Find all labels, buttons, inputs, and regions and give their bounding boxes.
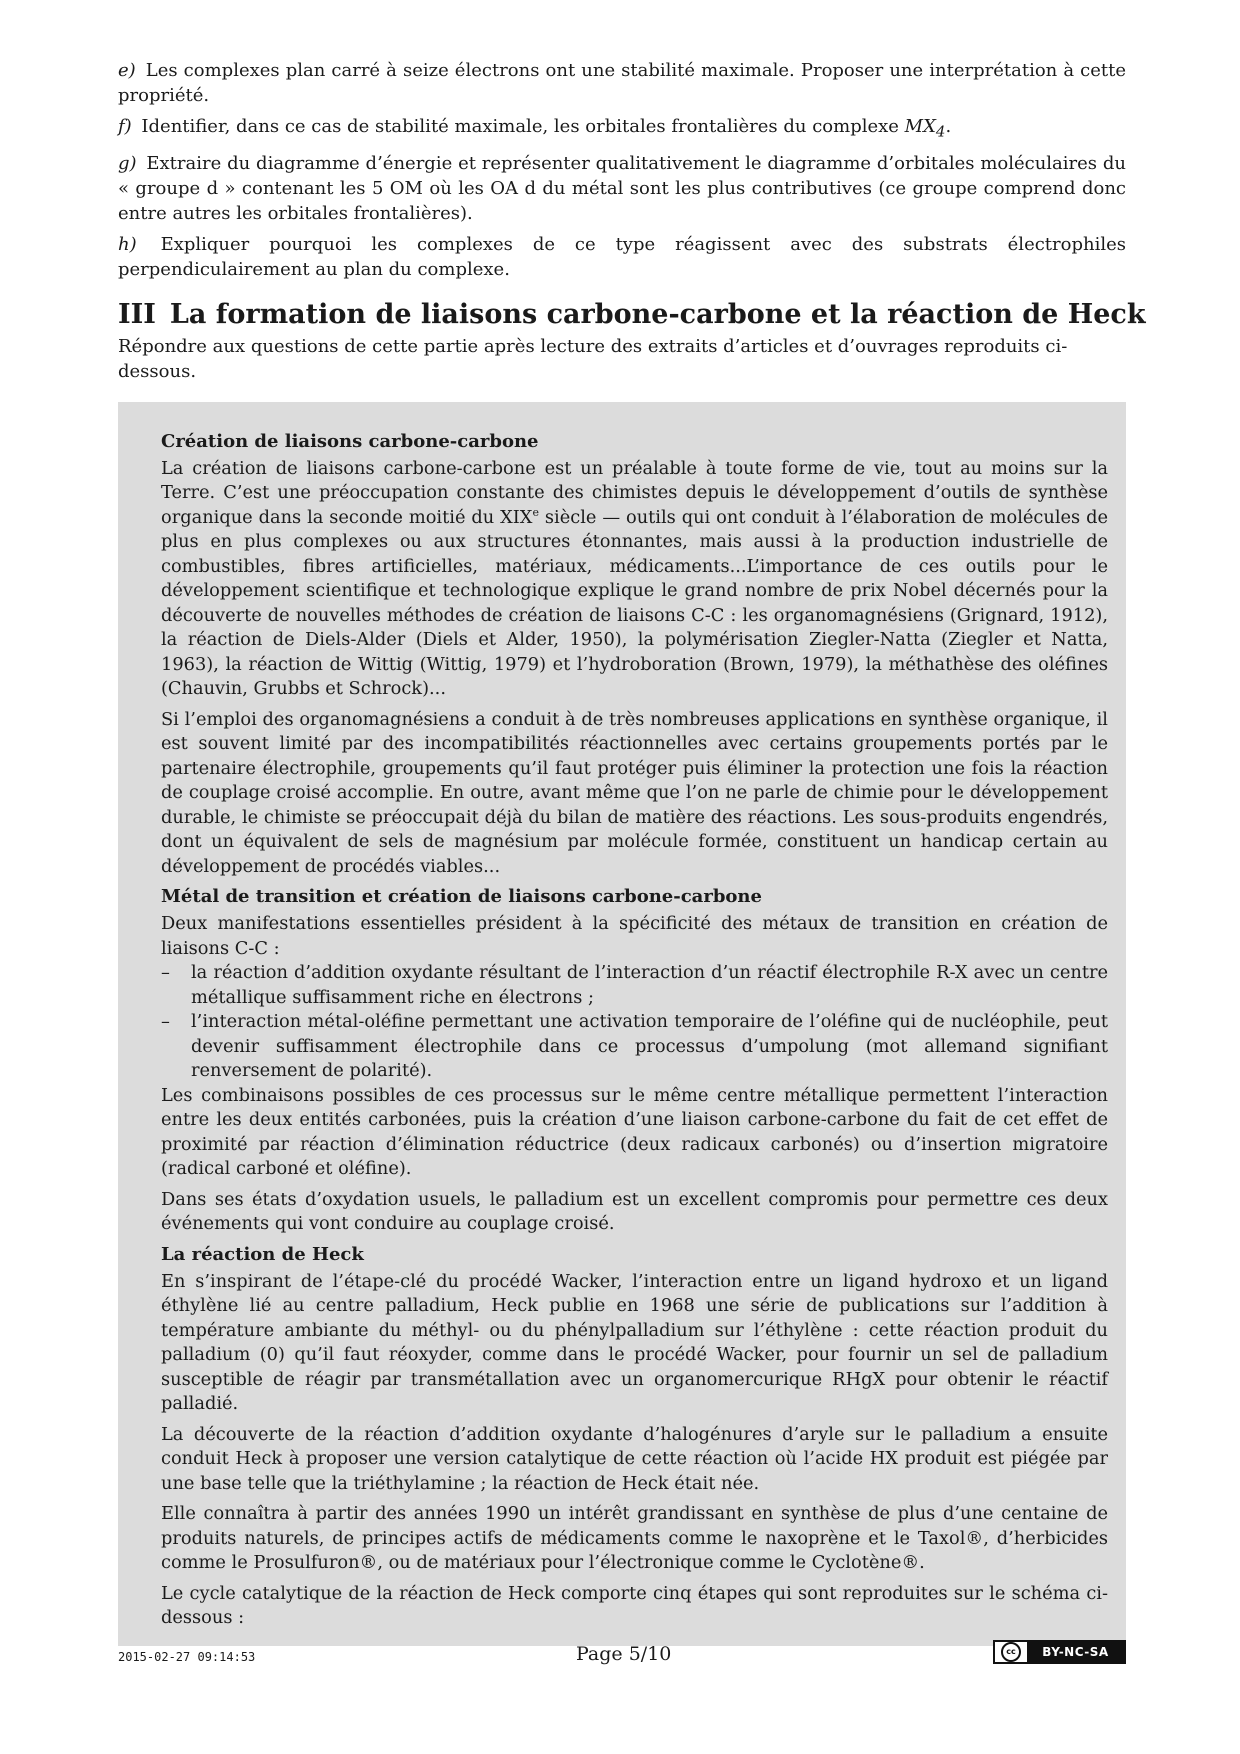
question-label: f) xyxy=(118,116,132,137)
list-item-text: la réaction d’addition oxydante résultant de l’interaction d’un réactif électrophile R-X avec un centre métallique suffisamment riche en électrons ; xyxy=(191,962,1108,1008)
section-intro: Répondre aux questions de cette partie après lecture des extraits d’articles et d’ouvrages reproduits ci-dessous. xyxy=(118,335,1068,382)
question-punct: . xyxy=(945,116,952,137)
list-item-text: l’interaction métal-oléfine permettant une activation temporaire de l’oléfine qui de nucléophile, peut devenir suffisamment électrophile dans ce processus d’umpolung (mot allemand signifiant renversement de polarité). xyxy=(191,1011,1108,1082)
excerpt-paragraph-1 xyxy=(161,457,1108,702)
formula-subscript: 4 xyxy=(935,122,946,141)
excerpt-paragraph-8: Elle connaîtra à partir des années 1990 un intérêt grandissant en synthèse de plus d’une centaine de produits naturels, de principes actifs de médicaments comme le naxoprène et le Taxol®, d’herbicides comme le Prosulfuron®, ou de matériaux pour l’électronique comme le Cyclotène®. xyxy=(161,1503,1108,1574)
cc-logo-text: cc xyxy=(1001,1642,1021,1662)
excerpt-paragraph-7: La découverte de la réaction d’addition oxydante d’halogénures d’aryle sur le palladium a ensuite conduit Heck à proposer une version catalytique de cette réaction où l’acide HX produit est piégée par une base telle que la triéthylamine ; la réaction de Heck était née. xyxy=(161,1423,1108,1494)
question-g xyxy=(118,151,1126,226)
excerpt-box xyxy=(118,402,1126,1646)
license-badge[interactable] xyxy=(993,1640,1126,1664)
license-label: BY-NC-SA xyxy=(1027,1642,1124,1662)
dash-marker: – xyxy=(161,962,170,984)
excerpt-paragraph-3: Deux manifestations essentielles président à la spécificité des métaux de transition en création de liaisons C-C : xyxy=(161,913,1108,959)
creative-commons-icon xyxy=(995,1642,1027,1662)
formula-base: MX xyxy=(904,116,936,137)
formula xyxy=(904,116,946,141)
page-number: Page 5/10 xyxy=(576,1643,672,1665)
question-text: Extraire du diagramme d’énergie et représenter qualitativement le diagramme d’orbitales moléculaires du « groupe d » contenant les 5 OM où les OA d du métal sont les plus contributives (ce groupe comprend donc entre autres les orbitales frontalières). xyxy=(118,152,1126,224)
bullet-list xyxy=(161,961,1108,1084)
excerpt-heading-1: Création de liaisons carbone-carbone xyxy=(161,430,539,452)
question-text: Identifier, dans ce cas de stabilité maximale, les orbitales frontalières du complexe xyxy=(141,116,899,137)
section-number: III xyxy=(118,298,156,330)
question-h xyxy=(118,232,1126,282)
text-part: siècle — outils qui ont conduit à l’élaboration de molécules de plus en plus complexes ou aux structures étonnantes, mais aussi à la production industrielle de combustibles, fibres artificielles, matériaux, médicaments...L’importance de ces outils pour le développement scientifique et technologique explique le grand nombre de prix Nobel décernés pour la découverte de nouvelles méthodes de création de liaisons C-C : les organomagnésiens (Grignard, 1912), la réaction de Diels-Alder (Diels et Alder, 1950), la polymérisation Ziegler-Natta (Ziegler et Natta, 1963), la réaction de Wittig (Wittig, 1979) et l’hydroboration (Brown, 1979), la méthathèse des oléfines (Chauvin, Grubbs et Schrock)... xyxy=(161,506,1108,700)
excerpt-paragraph-6: En s’inspirant de l’étape-clé du procédé Wacker, l’interaction entre un ligand hydroxo et un ligand éthylène lié au centre palladium, Heck publie en 1968 une série de publications sur l’addition à température ambiante du méthyl- ou du phénylpalladium sur l’éthylène : cette réaction produit du palladium (0) qu’il faut réoxyder, comme dans le procédé Wacker, pour fournir un sel de palladium susceptible de réagir par transmétallation avec un organomercurique RHgX pour obtenir le réactif palladié. xyxy=(161,1270,1108,1415)
excerpt-heading-3: La réaction de Heck xyxy=(161,1243,364,1265)
question-label: h) xyxy=(118,233,137,255)
excerpt-paragraph-2: Si l’emploi des organomagnésiens a conduit à de très nombreuses applications en synthèse organique, il est souvent limité par des incompatibilités réactionnelles avec certains groupements portés par le partenaire électrophile, groupements qu’il faut protéger puis éliminer la protection une fois la réaction de couplage croisé accomplie. En outre, avant même que l’on ne parle de chimie pour le développement durable, le chimiste se préoccupait déjà du bilan de matière des réactions. Les sous-produits engendrés, dont un équivalent de sels de magnésium par molécule formée, constituent un handicap certain au développement de procédés viables... xyxy=(161,708,1108,877)
excerpt-paragraph-9: Le cycle catalytique de la réaction de Heck comporte cinq étapes qui sont reproduites sur le schéma ci-dessous : xyxy=(161,1582,1108,1629)
question-text: Expliquer pourquoi les complexes de ce type réagissent avec des substrats électrophiles perpendiculairement au plan du complexe. xyxy=(118,233,1126,280)
question-text: Les complexes plan carré à seize électrons ont une stabilité maximale. Proposer une interprétation à cette propriété. xyxy=(118,60,1126,106)
text-part: La création de liaisons carbone-carbone est un préalable à toute forme de vie, tout au moins sur la Terre. C’est une préoccupation constante des chimistes depuis le développement d’outils de synthèse organique dans la seconde moitié du XIX xyxy=(161,457,1108,528)
question-label: e) xyxy=(118,60,136,81)
question-label: g) xyxy=(118,152,137,174)
list-item xyxy=(161,1010,1108,1084)
section-title xyxy=(118,298,1146,332)
excerpt-paragraph-4: Les combinaisons possibles de ces processus sur le même centre métallique permettent l’interaction entre les deux entités carbonées, puis la création d’une liaison carbone-carbone du fait de cet effet de proximité par réaction d’élimination réductrice (deux radicaux carbonés) ou d’insertion migratoire (radical carboné et oléfine). xyxy=(161,1084,1108,1180)
superscript: e xyxy=(532,505,539,519)
question-e xyxy=(118,58,1126,108)
excerpt-heading-2: Métal de transition et création de liaisons carbone-carbone xyxy=(161,886,762,908)
question-f xyxy=(118,114,1126,145)
list-item xyxy=(161,961,1108,1010)
dash-marker: – xyxy=(161,1011,170,1033)
section-heading: La formation de liaisons carbone-carbone et la réaction de Heck xyxy=(169,298,1146,330)
excerpt-paragraph-5: Dans ses états d’oxydation usuels, le palladium est un excellent compromis pour permettre ces deux événements qui vont conduire au couplage croisé. xyxy=(161,1188,1108,1235)
page-content xyxy=(118,58,1146,1646)
footer-date: 2015-02-27 09:14:53 xyxy=(118,1650,256,1664)
